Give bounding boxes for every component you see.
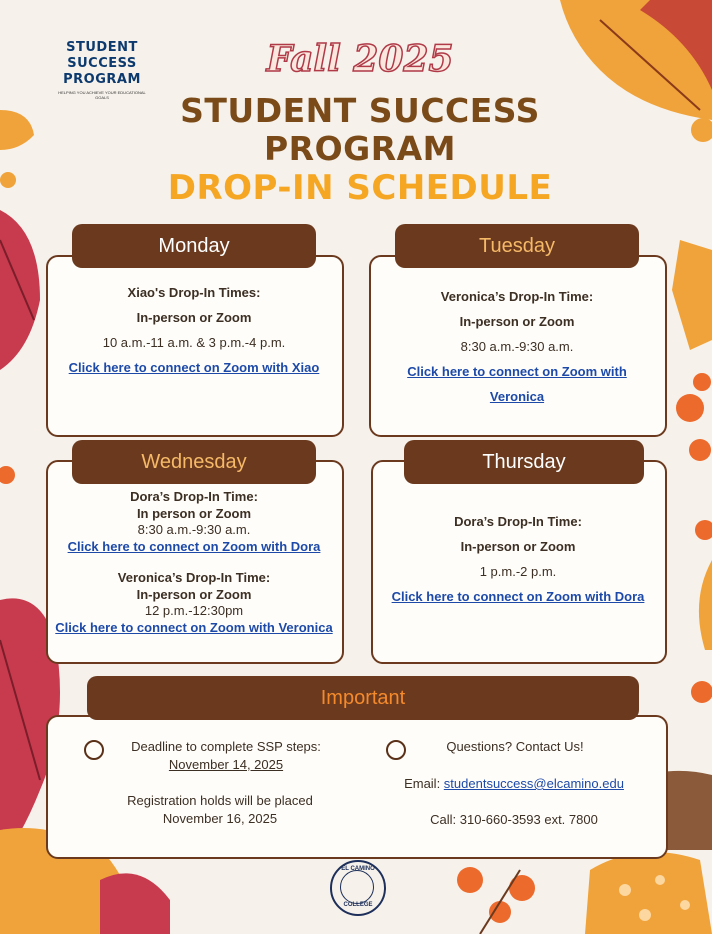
wednesday-mode-1: In person or Zoom [136,505,252,521]
wednesday-details [48,489,340,636]
berry-icon [691,681,712,703]
season-title: Fall 2025 [266,38,454,80]
thursday-tab: Thursday [404,440,644,484]
holds-line-1: Registration holds will be placed [127,793,313,808]
deadline-block [106,738,346,774]
wednesday-heading-2: Veronica’s Drop-In Time: [117,570,271,585]
berry-icon [695,520,712,540]
tuesday-zoom-link-line-2[interactable]: Veronica [489,389,545,404]
logo-line-3: PROGRAM [63,72,141,87]
berry-icon [509,875,535,901]
berry-icon [691,118,712,142]
thursday-heading: Dora’s Drop-In Time: [454,514,582,529]
wednesday-tab: Wednesday [72,440,316,484]
monday-heading: Xiao's Drop-In Times: [127,285,261,300]
email-link[interactable]: studentsuccess@elcamino.edu [443,776,624,791]
berry-icon [0,172,16,188]
ssp-logo [52,40,152,100]
seal-inner-ring [340,870,374,904]
berry-icon [693,373,711,391]
holds-line-2: November 16, 2025 [162,811,278,826]
bullet-circle-icon [386,740,406,760]
deadline-date: November 14, 2025 [168,757,284,772]
logo-line-1: STUDENT [66,40,138,55]
wednesday-zoom-link-dora[interactable]: Click here to connect on Zoom with Dora [67,538,321,554]
berry-icon [457,867,483,893]
berry-icon [0,466,15,484]
thursday-mode: In-person or Zoom [460,539,576,554]
thursday-times: 1 p.m.-2 p.m. [479,564,557,579]
important-tab: Important [87,676,639,720]
email-line [374,775,654,793]
wednesday-zoom-link-veronica[interactable]: Click here to connect on Zoom with Veronica [55,619,333,635]
leaf-icon [0,110,34,150]
logo-tagline: HELPING YOU ACHIEVE YOUR EDUCATIONAL GOALS [58,90,146,100]
wednesday-times-1: 8:30 a.m.-9:30 a.m. [137,522,251,537]
wednesday-times-2: 12 p.m.-12:30pm [144,603,244,618]
leaf-icon [100,873,170,934]
monday-details [48,280,340,380]
monday-zoom-link[interactable]: Click here to connect on Zoom with Xiao [68,360,320,375]
berry-icon [689,439,711,461]
monday-times: 10 a.m.-11 a.m. & 3 p.m.-4 p.m. [102,335,286,350]
seal-top-text: EL CAMINO [341,866,375,872]
leaf-icon [0,210,40,370]
page-title-line-3: DROP-IN SCHEDULE [167,168,553,208]
logo-line-2: SUCCESS [67,56,137,71]
deadline-label: Deadline to complete SSP steps: [131,739,321,754]
wednesday-mode-2: In-person or Zoom [136,586,252,602]
tuesday-details [371,284,663,409]
seal-bottom-text: COLLEGE [343,902,373,908]
mushroom-icon [585,852,712,934]
berry-icon [489,901,511,923]
berry-icon [676,394,704,422]
thursday-zoom-link[interactable]: Click here to connect on Zoom with Dora [391,589,645,604]
email-label: Email: [404,776,444,791]
monday-tab: Monday [72,224,316,268]
thursday-details [373,509,663,609]
bullet-circle-icon [84,740,104,760]
tuesday-mode: In-person or Zoom [459,314,575,329]
wednesday-heading-1: Dora’s Drop-In Time: [130,489,258,504]
el-camino-college-seal [330,860,386,916]
holds-block [100,792,340,828]
phone-line: Call: 310-660-3593 ext. 7800 [430,812,598,827]
monday-mode: In-person or Zoom [136,310,252,325]
questions-label: Questions? Contact Us! [446,739,584,754]
tuesday-heading: Veronica’s Drop-In Time: [440,289,594,304]
page-title-line-2: PROGRAM [263,129,457,168]
page-title-line-1: STUDENT SUCCESS [180,91,540,130]
spacer [48,555,340,570]
tuesday-tab: Tuesday [395,224,639,268]
tuesday-times: 8:30 a.m.-9:30 a.m. [460,339,574,354]
tuesday-zoom-link-line-1[interactable]: Click here to connect on Zoom with [407,364,627,379]
